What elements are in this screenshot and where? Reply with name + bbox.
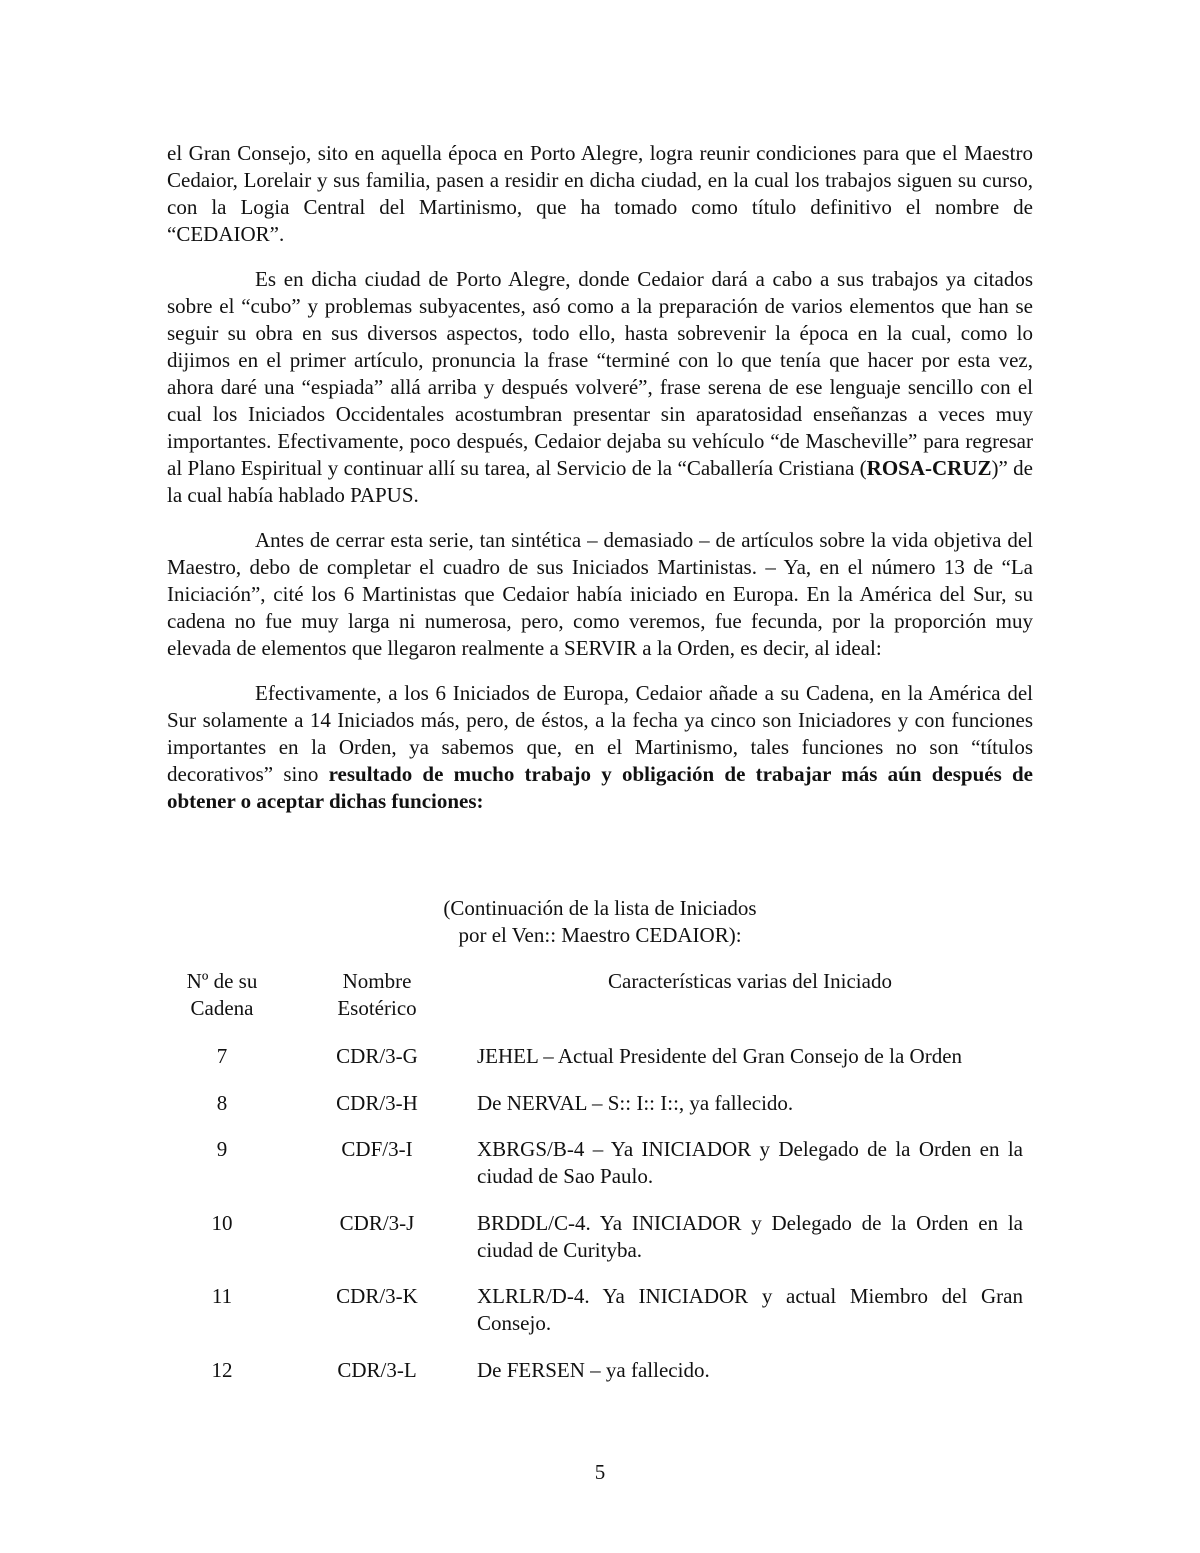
paragraph-2 [167,266,1033,509]
paragraph-4 [167,680,1033,815]
row-description: XBRGS/B-4 – Ya INICIADOR y Delegado de la Orden en la ciudad de Sao Paulo. [477,1137,1023,1188]
header-esoteric-name-line-1: Nombre [342,969,412,993]
paragraph-4-bold: resultado de mucho trabajo y obligación de trabajar más aún después de obtener o aceptar dichas funciones: [167,762,1034,813]
paragraph-2-text: Es en dicha ciudad de Porto Alegre, donde Cedaior dará a cabo a sus trabajos ya citados sobre el “cubo” y problemas subyacentes, asó como a la preparación de varios elementos que han se seguir su obra en sus diversos aspectos, todo ello, hasta sobrevenir la época en la cual, como lo dijimos en el primer artículo, pronuncia la frase “terminé con lo que tenía que hacer por esta vez, ahora daré una “espiada” allá arriba y después volveré”, frase serena de ese lenguaje sencillo con el cual los Iniciados Occidentales acostumbran presentar sin aparatosidad enseñanzas a veces muy importantes. Efectivamente, poco después, Cedaior dejaba su vehículo “de Mascheville” para regresar al Plano Espiritual y continuar allí su tarea, al Servicio de la “Caballería Cristiana ( [167,267,1033,480]
caption-line-1: (Continuación de la lista de Iniciados [443,896,757,920]
paragraph-1: el Gran Consejo, sito en aquella época en Porto Alegre, logra reunir condiciones para que el Maestro Cedaior, Lorelair y sus familia, pasen a residir en dicha ciudad, en la cual los trabajos siguen su curso, con la Logia Central del Martinismo, que ha tomado como título definitivo el nombre de “CEDAIOR”. [167,141,1033,246]
row-esoteric-name: CDF/3-I [341,1137,413,1161]
page-number: 5 [594,1460,606,1484]
row-description: XLRLR/D-4. Ya INICIADOR y actual Miembro del Gran Consejo. [477,1284,1023,1335]
row-esoteric-name: CDR/3-K [336,1284,418,1308]
header-esoteric-name-line-2: Esotérico [337,996,417,1020]
header-characteristics: Características varias del Iniciado [608,969,892,993]
row-esoteric-name: CDR/3-J [339,1211,415,1235]
paragraph-2-bold: ROSA-CRUZ [866,456,992,480]
row-esoteric-name: CDR/3-H [336,1091,418,1115]
header-chain-number-line-1: Nº de su [186,969,258,993]
document-body [167,140,1033,833]
paragraph-3: Antes de cerrar esta serie, tan sintética – demasiado – de artículos sobre la vida objetiva del Maestro, debo de completar el cuadro de sus Iniciados Martinistas. – Ya, en el número 13 de “La Iniciación”, cité los 6 Martinistas que Cedaior había iniciado en Europa. En la América del Sur, su cadena no fue muy larga ni numerosa, pero, como veremos, fue fecunda, por la proporción muy elevada de elementos que llegaron realmente a SERVIR a la Orden, es decir, al ideal: [167,528,1033,660]
paragraph-4-text: Efectivamente, a los 6 Iniciados de Europa, Cedaior añade a su Cadena, en la América del Sur solamente a 14 Iniciados más, pero, de éstos, a la fecha ya cinco son Iniciadores y con funciones importantes en la Orden, ya sabemos que, en el Martinismo, tales funciones no son “títulos decorativos” sino [167,681,1033,786]
row-number: 12 [211,1358,233,1382]
table-header [167,968,1033,1030]
row-number: 9 [216,1137,228,1161]
row-esoteric-name: CDR/3-G [336,1044,418,1068]
row-number: 10 [211,1211,233,1235]
row-number: 7 [216,1044,228,1068]
initiates-table [167,968,1033,1382]
header-chain-number-line-2: Cadena [190,996,254,1020]
row-description: JEHEL – Actual Presidente del Gran Consejo de la Orden [477,1044,963,1068]
header-chain-number [167,968,277,1022]
list-caption [330,895,870,949]
row-description: De FERSEN – ya fallecido. [477,1358,710,1382]
row-esoteric-name: CDR/3-L [337,1358,417,1382]
row-number: 11 [211,1284,233,1308]
caption-line-2: por el Ven:: Maestro CEDAIOR): [458,923,742,947]
row-number: 8 [216,1091,228,1115]
header-esoteric-name [307,968,447,1022]
paragraph-2-tail: )” de la cual había hablado PAPUS. [167,456,1034,507]
row-description: BRDDL/C-4. Ya INICIADOR y Delegado de la Orden en la ciudad de Curityba. [477,1211,1023,1262]
row-description: De NERVAL – S:: I:: I::, ya fallecido. [477,1091,794,1115]
